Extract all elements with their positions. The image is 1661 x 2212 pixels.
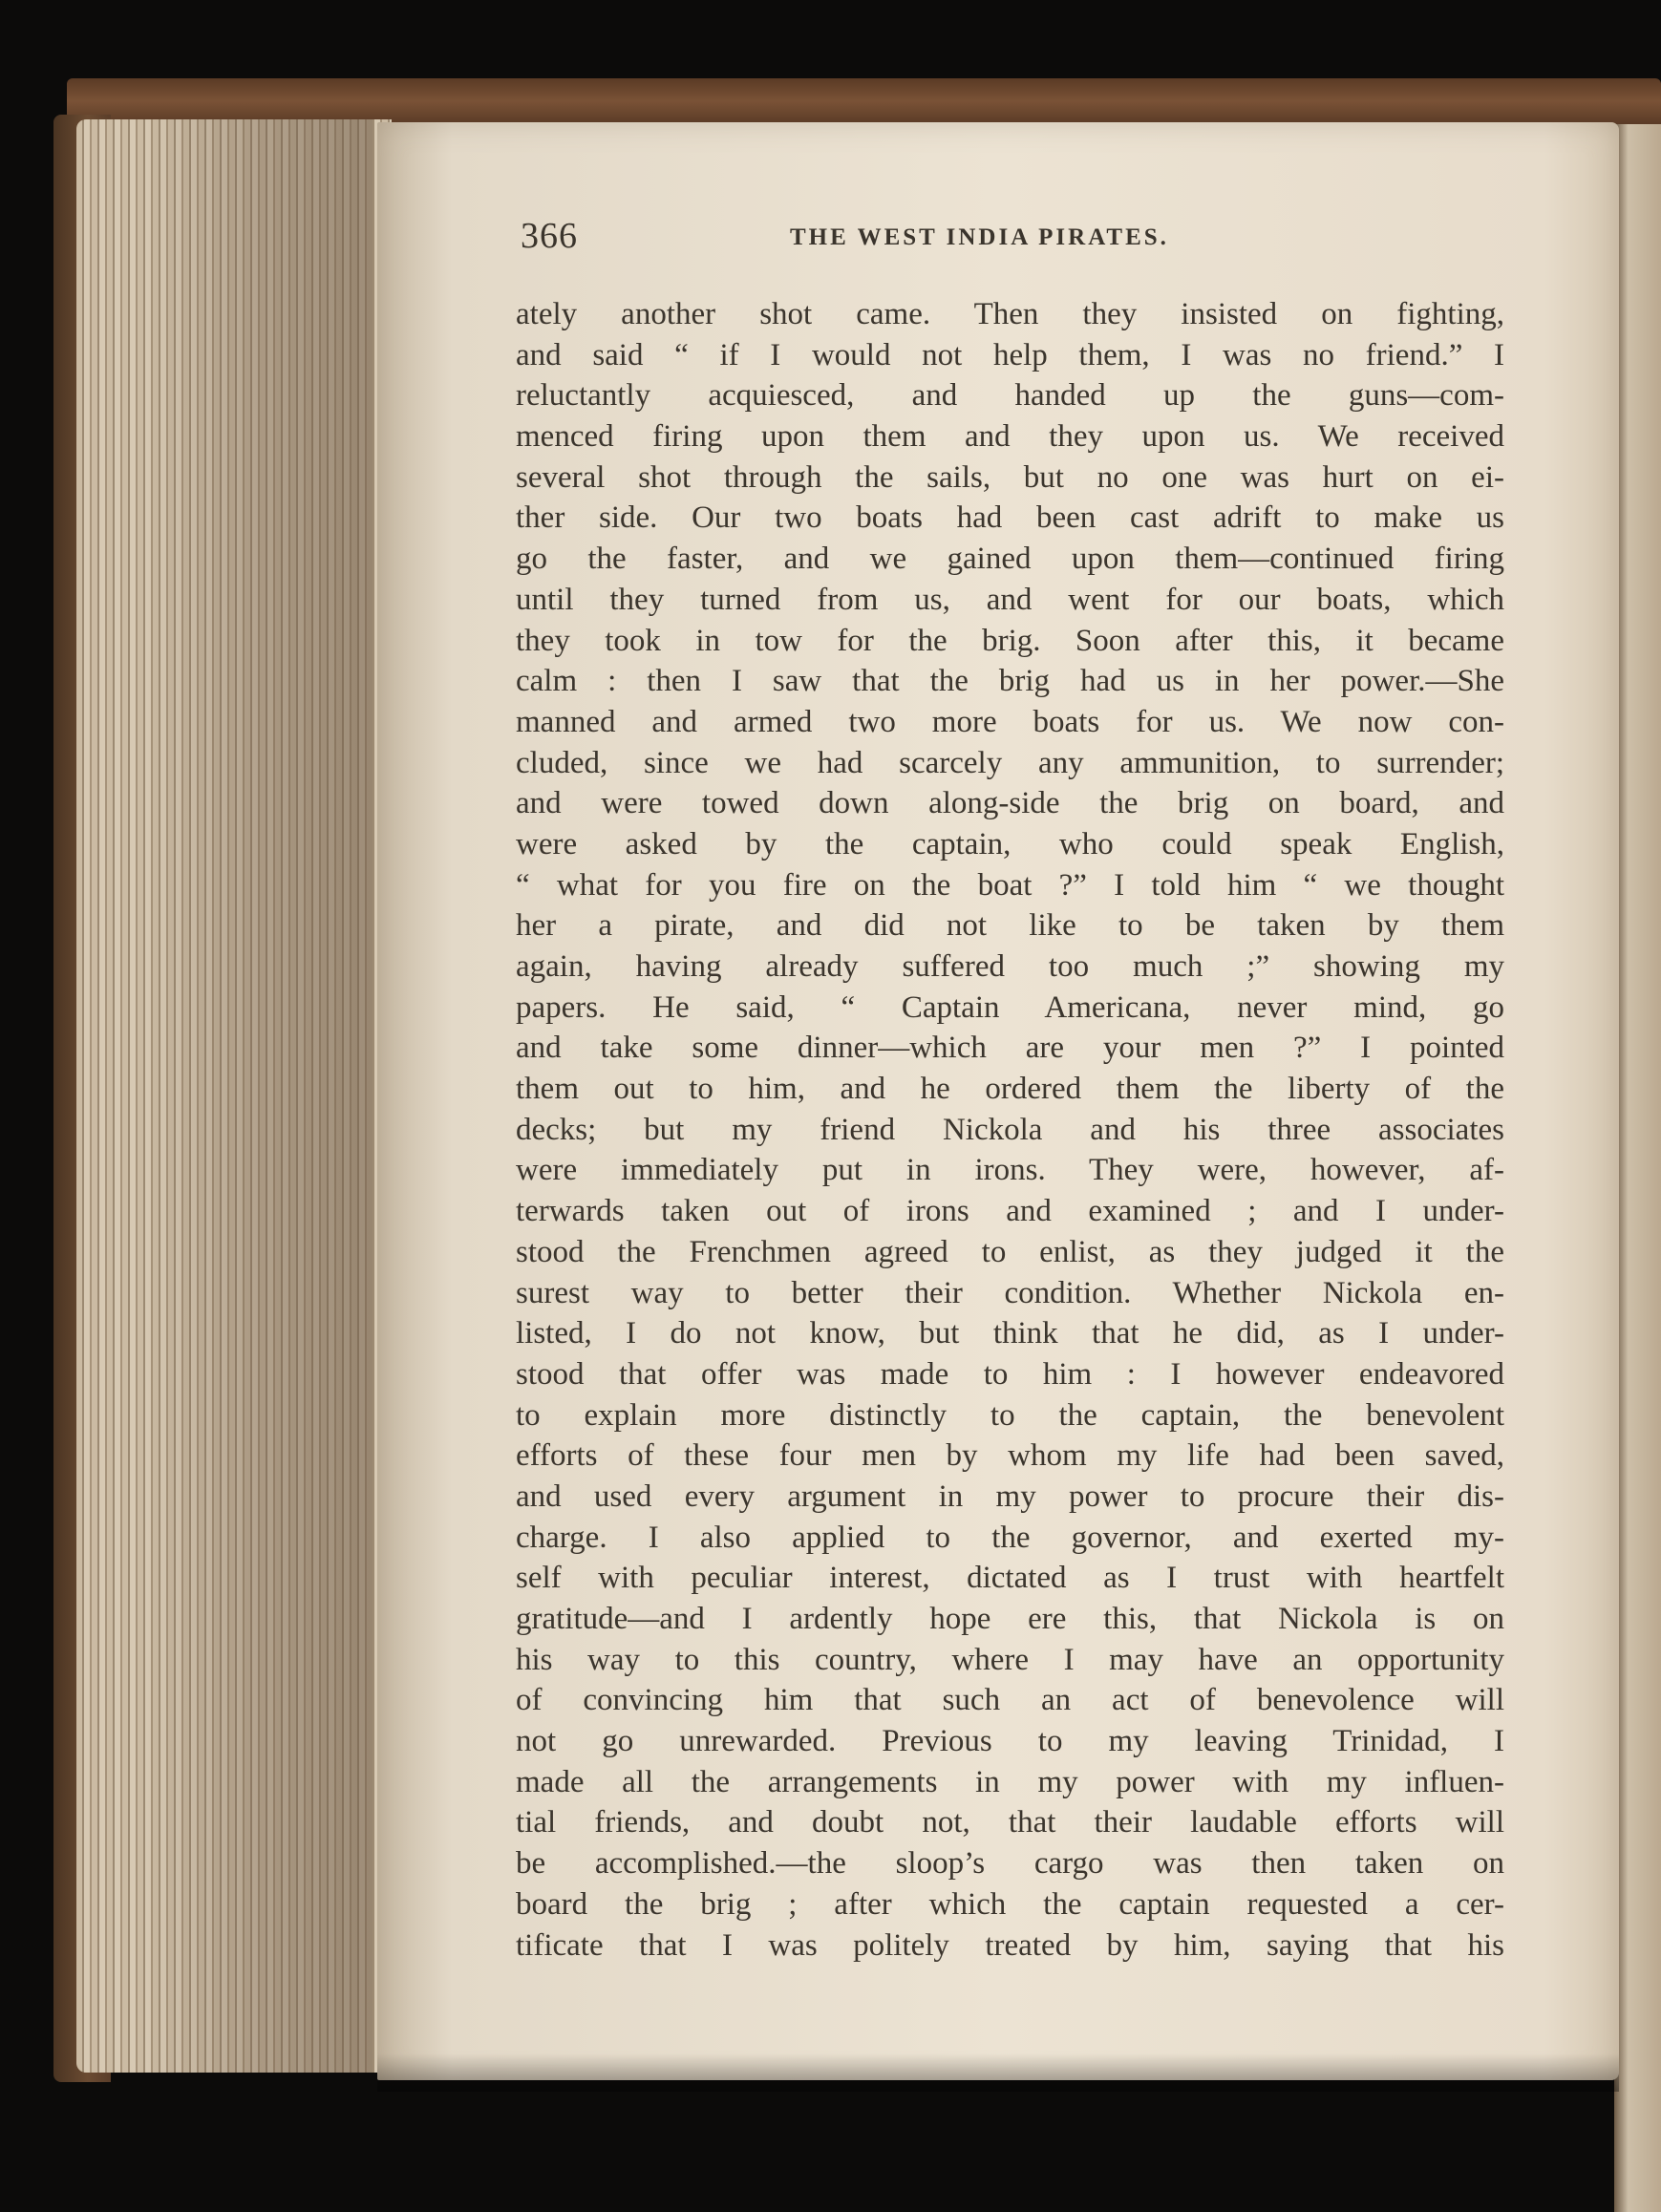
text-line: were asked by the captain, who could speak English, xyxy=(516,826,1504,861)
text-line: and take some dinner—which are your men ?” I pointed xyxy=(516,1031,1504,1066)
text-line: papers. He said, “ Captain Americana, never mind, go xyxy=(516,989,1504,1025)
running-head xyxy=(521,215,1476,263)
text-line: several shot through the sails, but no one was hurt on ei- xyxy=(516,459,1504,495)
text-line: cluded, since we had scarcely any ammunition, to surrender; xyxy=(516,745,1504,780)
page-block-shadow xyxy=(143,119,373,2073)
text-line: and used every argument in my power to procure their dis- xyxy=(516,1478,1504,1514)
text-line: made all the arrangements in my power with my influen- xyxy=(516,1764,1504,1799)
text-line: his way to this country, where I may have an opportunity xyxy=(516,1642,1504,1677)
text-line: go the faster, and we gained upon them—continued firing xyxy=(516,542,1504,577)
text-line: gratitude—and I ardently hope ere this, that Nickola is on xyxy=(516,1602,1504,1636)
text-line: decks; but my friend Nickola and his three associates xyxy=(516,1112,1504,1147)
text-line: not go unrewarded. Previous to my leaving Trinidad, I xyxy=(516,1724,1504,1759)
text-line: manned and armed two more boats for us. We now con- xyxy=(516,704,1504,739)
text-line: terwards taken out of irons and examined ; and I under- xyxy=(516,1194,1504,1229)
text-line: listed, I do not know, but think that he did, as I under- xyxy=(516,1316,1504,1351)
text-line: them out to him, and he ordered them the liberty of the xyxy=(516,1072,1504,1107)
running-title: THE WEST INDIA PIRATES. xyxy=(790,224,1169,250)
text-line: stood that offer was made to him : I however endeavored xyxy=(516,1356,1504,1392)
text-line: until they turned from us, and went for our boats, which xyxy=(516,582,1504,617)
text-line: tificate that I was politely treated by him, saying that his xyxy=(516,1927,1504,1963)
text-line: stood the Frenchmen agreed to enlist, as they judged it the xyxy=(516,1234,1504,1269)
page-number: 366 xyxy=(521,216,578,256)
text-line: charge. I also applied to the governor, and exerted my- xyxy=(516,1520,1504,1555)
text-line: reluctantly acquiesced, and handed up the guns—com- xyxy=(516,378,1504,414)
facing-page-edge xyxy=(1614,124,1661,2212)
text-line: to explain more distinctly to the captain, the benevolent xyxy=(516,1397,1504,1433)
text-line: calm : then I saw that the brig had us in her power.—She xyxy=(516,664,1504,699)
page-bottom-shadow xyxy=(377,2053,1619,2092)
text-line: were immediately put in irons. They were, however, af- xyxy=(516,1153,1504,1188)
text-line: again, having already suffered too much ;” showing my xyxy=(516,949,1504,984)
text-line: her a pirate, and did not like to be taken by them xyxy=(516,908,1504,944)
text-line: efforts of these four men by whom my life had been saved, xyxy=(516,1438,1504,1474)
text-line: ther side. Our two boats had been cast adrift to make us xyxy=(516,500,1504,536)
text-line: and said “ if I would not help them, I was no friend.” I xyxy=(516,337,1504,372)
text-line: surest way to better their condition. Whether Nickola en- xyxy=(516,1275,1504,1310)
text-line: board the brig ; after which the captain requested a cer- xyxy=(516,1886,1504,1922)
text-line: be accomplished.—the sloop’s cargo was then taken on xyxy=(516,1846,1504,1882)
text-line: of convincing him that such an act of benevolence will xyxy=(516,1683,1504,1718)
text-line: ately another shot came. Then they insisted on fighting, xyxy=(516,297,1504,331)
text-line: “ what for you fire on the boat ?” I told him “ we thought xyxy=(516,867,1504,903)
text-line: self with peculiar interest, dictated as I trust with heartfelt xyxy=(516,1561,1504,1596)
body-text xyxy=(516,294,1504,1966)
text-line: they took in tow for the brig. Soon after this, it became xyxy=(516,623,1504,658)
text-line: and were towed down along-side the brig on board, and xyxy=(516,786,1504,821)
text-line: menced firing upon them and they upon us. We received xyxy=(516,419,1504,455)
text-line: tial friends, and doubt not, that their laudable efforts will xyxy=(516,1805,1504,1840)
